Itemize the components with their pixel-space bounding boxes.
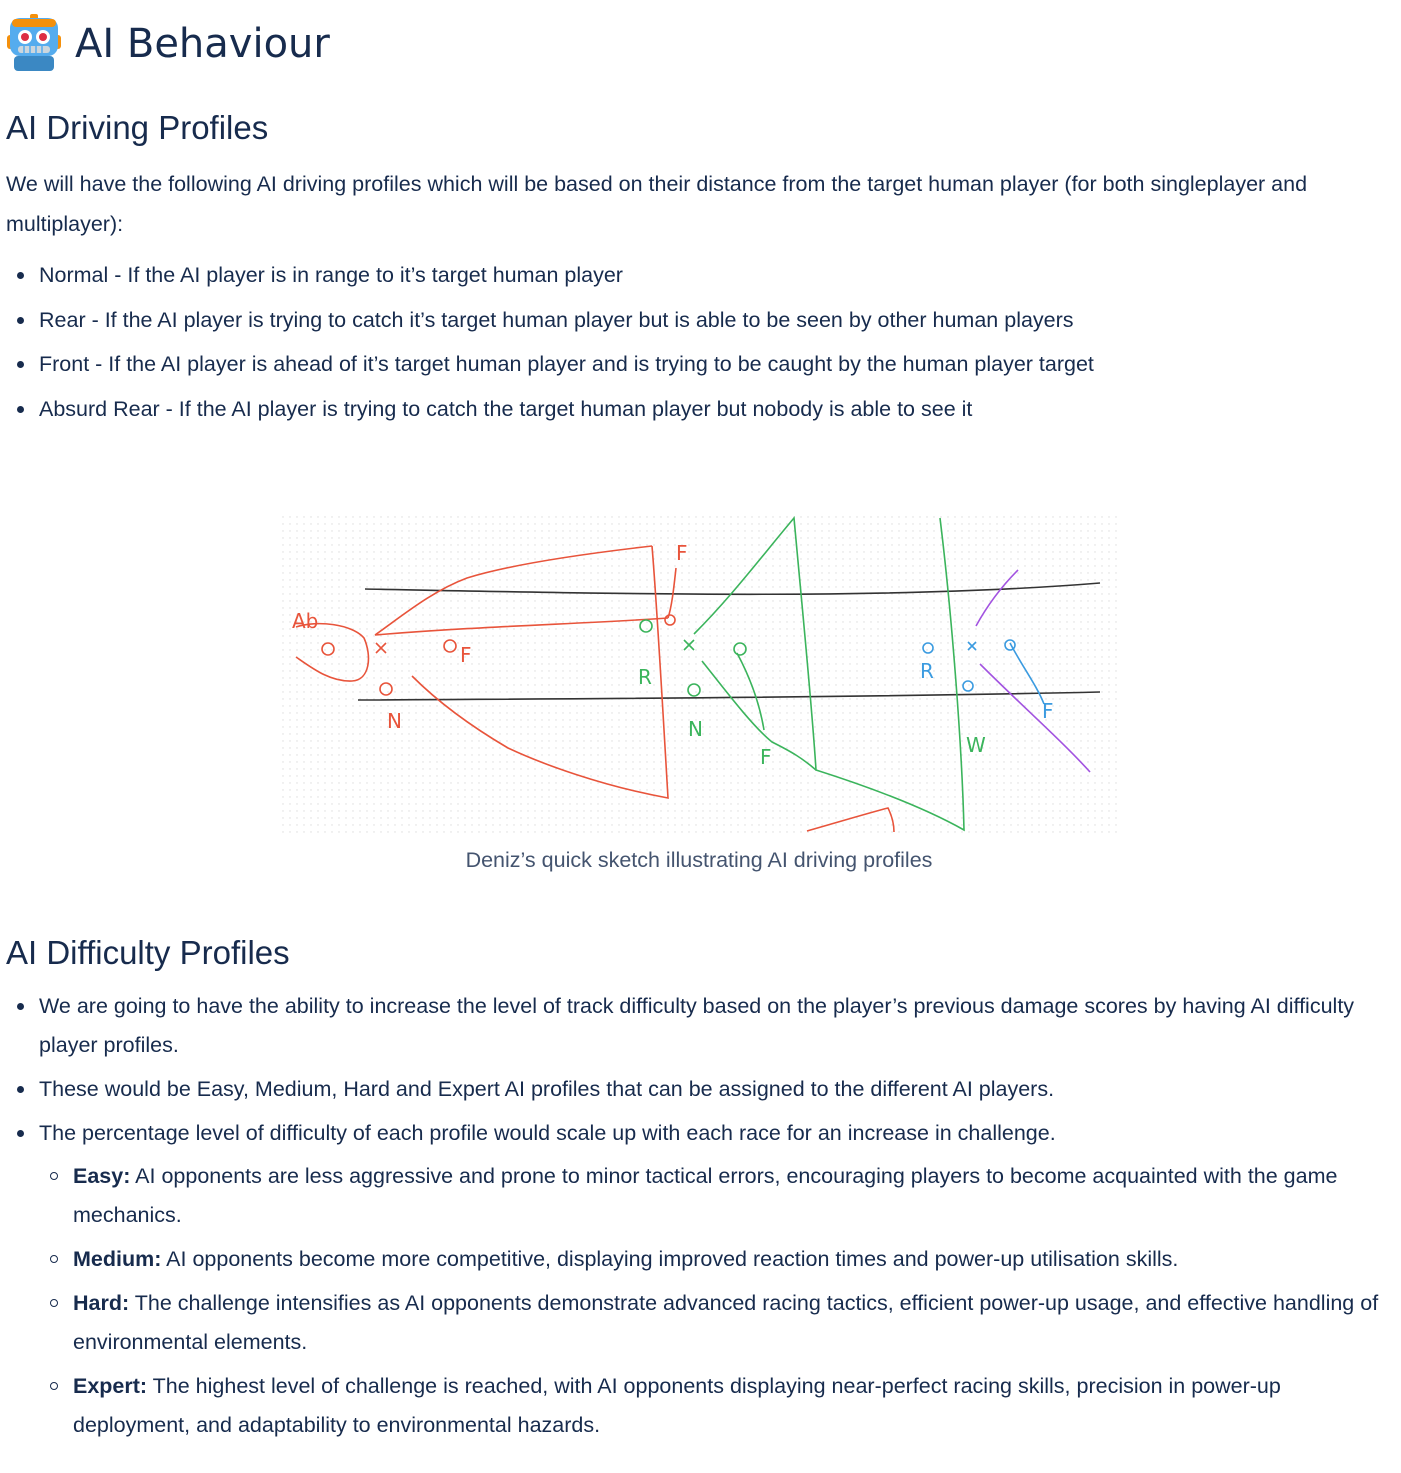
level-name: Expert:	[73, 1374, 148, 1398]
level-description: AI opponents are less aggressive and prone to minor tactical errors, encouraging players to become acquainted with the game mechanics.	[73, 1164, 1338, 1227]
level-description: The highest level of challenge is reached, with AI opponents displaying near-perfect racing skills, precision in power-up deployment, and adaptability to environmental hazards.	[73, 1374, 1281, 1437]
label-r-green: R	[638, 665, 652, 689]
driving-profiles-heading: AI Driving Profiles	[6, 109, 269, 146]
label-r-blue: R	[920, 659, 934, 683]
label-f-top: F	[676, 541, 688, 565]
figure-caption: Deniz’s quick sketch illustrating AI driving profiles	[465, 848, 933, 872]
list-item: Rear - If the AI player is trying to catch it’s target human player but is able to be seen by other human players	[0, 301, 1395, 340]
title-row	[4, 14, 330, 74]
level-name: Medium:	[73, 1247, 162, 1271]
list-item	[0, 987, 1395, 1065]
label-ab: Ab	[292, 609, 319, 633]
list-item: Normal - If the AI player is in range to it’s target human player	[0, 256, 1395, 295]
driving-intro: We will have the following AI driving profiles which will be based on their distance from the target human player (for both singleplayer and multiplayer):	[6, 172, 1308, 236]
level-name: Easy:	[73, 1164, 131, 1188]
level-item-expert	[39, 1367, 1395, 1445]
level-description: AI opponents become more competitive, displaying improved reaction times and power-up utilisation skills.	[161, 1247, 1179, 1271]
label-f-red: F	[460, 643, 472, 667]
label-n-green: N	[688, 717, 703, 741]
page-title: AI Behaviour	[75, 21, 330, 67]
level-description: The challenge intensifies as AI opponents demonstrate advanced racing tactics, efficient power-up usage, and effective handling of environmental elements.	[73, 1291, 1379, 1354]
difficulty-profiles-list	[0, 987, 1395, 1450]
label-f-blue: F	[1042, 699, 1054, 723]
list-item: Front - If the AI player is ahead of it’s target human player and is trying to be caught by the human player target	[0, 345, 1395, 384]
list-item	[0, 1114, 1395, 1445]
level-item-easy	[39, 1157, 1395, 1235]
difficulty-profiles-heading: AI Difficulty Profiles	[6, 934, 290, 971]
list-item-text: The percentage level of difficulty of each profile would scale up with each race for an increase in challenge.	[39, 1121, 1056, 1145]
list-item	[0, 1070, 1395, 1109]
level-name: Hard:	[73, 1291, 130, 1315]
driving-profiles-list	[0, 256, 1395, 434]
level-item-hard	[39, 1284, 1395, 1362]
label-f-green: F	[760, 745, 772, 769]
difficulty-levels-list	[39, 1157, 1395, 1445]
level-item-medium	[39, 1240, 1395, 1279]
list-item-text: These would be Easy, Medium, Hard and Expert AI profiles that can be assigned to the different AI players.	[39, 1077, 1055, 1101]
robot-icon	[4, 14, 64, 74]
label-n-red: N	[387, 709, 402, 733]
driving-profiles-sketch[interactable]	[282, 516, 1118, 834]
sketch-background	[282, 516, 1118, 834]
list-item-text: We are going to have the ability to increase the level of track difficulty based on the player’s previous damage scores by having AI difficulty player profiles.	[39, 994, 1355, 1057]
list-item: Absurd Rear - If the AI player is trying to catch the target human player but nobody is able to see it	[0, 390, 1395, 429]
label-w-green: W	[966, 733, 986, 757]
